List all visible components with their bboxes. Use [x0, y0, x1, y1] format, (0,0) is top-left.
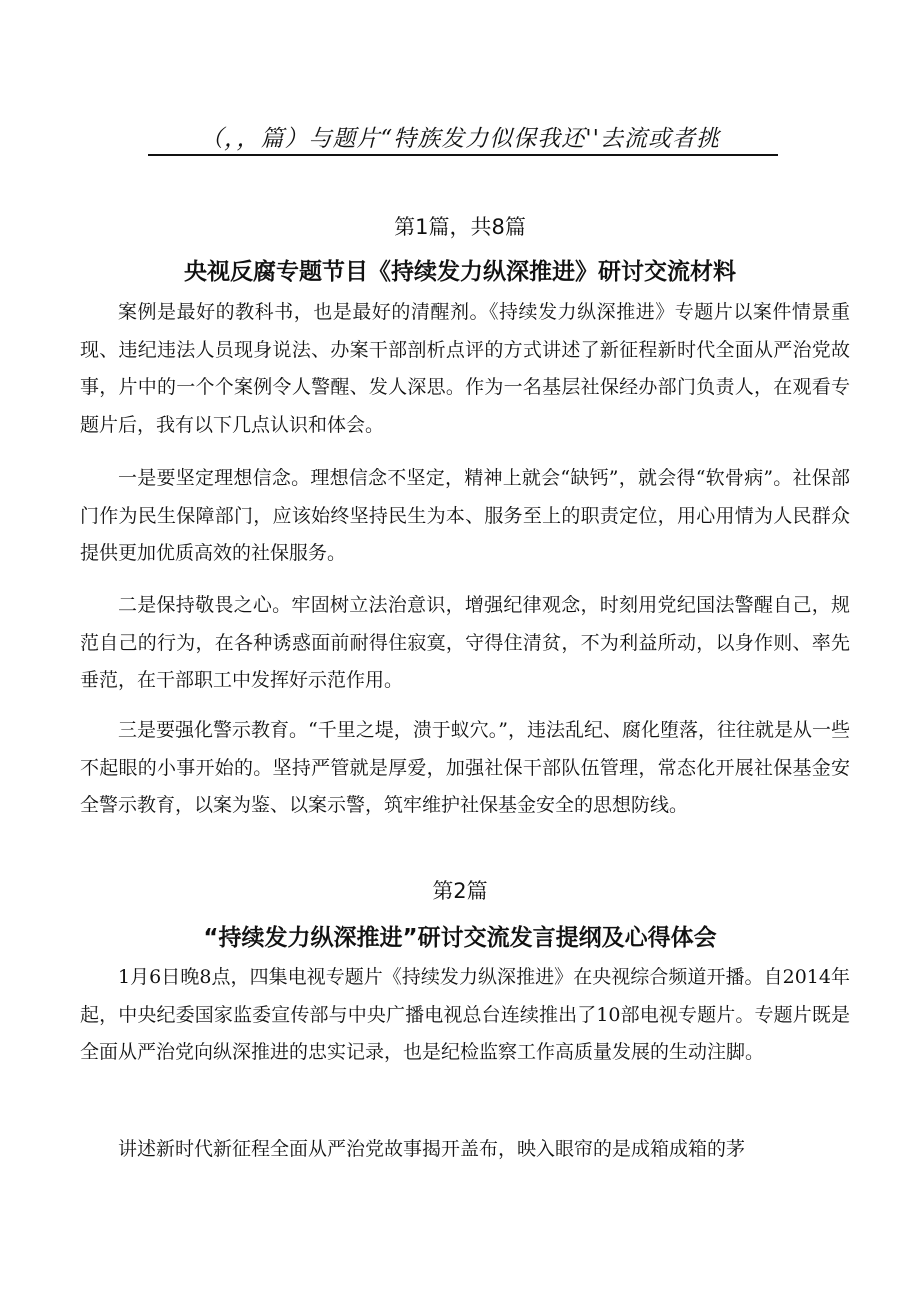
section-2-title: “持续发力纵深推进”研讨交流发言提纲及心得体会 — [203, 925, 717, 951]
section-1-paragraph-2: 一是要坚定理想信念。理想信念不坚定，精神上就会“缺钙”，就会得“软骨病”。社保部门作为民生保障部门，应该始终坚持民生为本、服务至上的职责定位，用心用情为人民群众提供更加优质高效的社保服务。 — [80, 467, 850, 565]
section-1-paragraph-1: 案例是最好的教科书，也是最好的清醒剂。《持续发力纵深推进》专题片以案件情景重现、违纪违法人员现身说法、办案干部剖析点评的方式讲述了新征程新时代全面从严治党故事，片中的一个个案例令人警醒、发人深思。作为一名基层社保经办部门负责人，在观看专题片后，我有以下几点认识和体会。 — [80, 301, 850, 437]
section-1-paragraph-3: 二是保持敬畏之心。牢固树立法治意识，增强纪律观念，时刻用党纪国法警醒自己，规范自己的行为，在各种诱惑面前耐得住寂寞，守得住清贫，不为利益所动，以身作则、率先垂范，在干部职工中发挥好示范作用。 — [80, 594, 850, 692]
section-2-paragraph-1: 1月6日晚8点，四集电视专题片《持续发力纵深推进》在央视综合频道开播。自2014年起，中央纪委国家监委宣传部与中央广播电视总台连续推出了10部电视专题片。专题片既是全面从严治党向纵深推进的忠实记录，也是纪检监察工作高质量发展的生动注脚。 — [80, 966, 850, 1064]
header-underline — [148, 154, 778, 156]
section-2-paragraph-2: 讲述新时代新征程全面从严治党故事揭开盖布，映入眼帘的是成箱成箱的茅 — [118, 1138, 746, 1160]
section-2-label: 第2篇 — [432, 879, 488, 903]
section-1-paragraph-4: 三是要强化警示教育。“千里之堤，溃于蚁穴。”，违法乱纪、腐化堕落，往往就是从一些不起眼的小事开始的。坚持严管就是厚爱，加强社保干部队伍管理，常态化开展社保基金安全警示教育，以案为鉴、以案示警，筑牢维护社保基金安全的思想防线。 — [80, 719, 850, 817]
section-1-title: 央视反腐专题节目《持续发力纵深推进》研讨交流材料 — [184, 259, 736, 285]
document-header-title: （，，篇）与题片“特族发力似保我还''去流或者挑 — [200, 126, 720, 152]
section-1-label: 第1篇，共8篇 — [394, 215, 526, 239]
